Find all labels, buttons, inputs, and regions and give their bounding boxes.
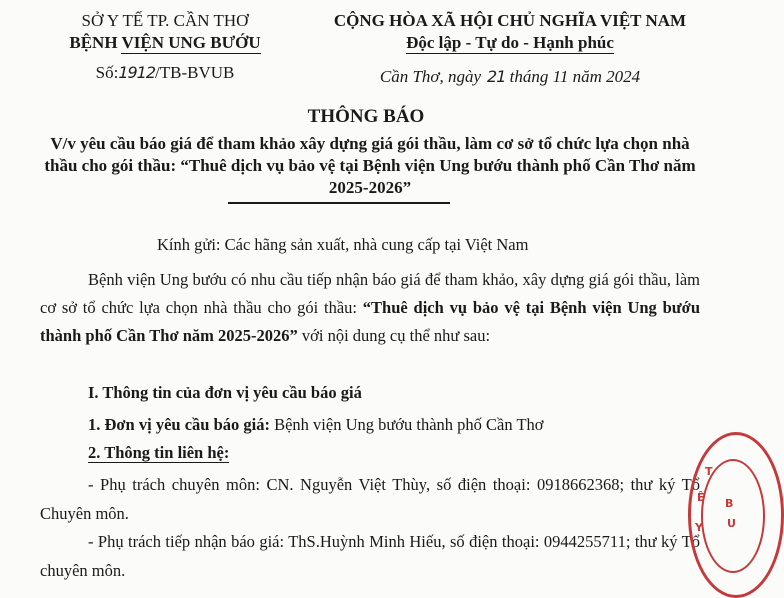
document-number: Số:1912/TB-BVUB bbox=[95, 63, 235, 82]
contact-professional: - Phụ trách chuyên môn: CN. Nguyễn Việt Thùy, số điện thoại: 0918662368; thư ký Tổ Chuyên môn. bbox=[40, 475, 700, 523]
motto: Độc lập - Tự do - Hạnh phúc bbox=[406, 33, 614, 52]
stamp-mark: T bbox=[705, 465, 713, 478]
section-1-title: I. Thông tin của đơn vị yêu cầu báo giá bbox=[88, 383, 362, 402]
national-motto-block bbox=[300, 10, 720, 88]
subject-underline bbox=[228, 202, 450, 204]
stamp-mark: Y bbox=[695, 521, 703, 534]
recipient-line: Kính gửi: Các hãng sản xuất, nhà cung cấp tại Việt Nam bbox=[157, 235, 529, 254]
document-header bbox=[0, 8, 732, 90]
red-seal-stamp bbox=[688, 432, 784, 598]
contact-quotation: - Phụ trách tiếp nhận báo giá: ThS.Huỳnh Minh Hiếu, số điện thoại: 0944255711; thư ký Tổ chuyên môn. bbox=[40, 532, 700, 580]
issuer-hospital: BỆNH VIỆN UNG BƯỚU bbox=[69, 33, 261, 52]
issuer-block bbox=[40, 10, 290, 84]
stamp-mark: U bbox=[727, 517, 736, 530]
handwritten-day: 21 bbox=[487, 67, 506, 86]
section-1-item-1: 1. Đơn vị yêu cầu báo giá: Bệnh viện Ung bướu thành phố Cần Thơ bbox=[88, 415, 544, 434]
country-name: CỘNG HÒA XÃ HỘI CHỦ NGHĨA VIỆT NAM bbox=[333, 11, 687, 30]
issuer-department: SỞ Y TẾ TP. CẦN THƠ bbox=[81, 11, 249, 30]
intro-paragraph: Bệnh viện Ung bướu có nhu cầu tiếp nhận báo giá để tham khảo, xây dựng giá gói thầu, làm cơ sở tổ chức lựa chọn nhà thầu cho gói thầu: “Thuê dịch vụ bảo vệ tại Bệnh viện Ung bướu thành phố Cần Thơ năm 2025-2026” với nội dung cụ thể như sau: bbox=[40, 270, 700, 345]
stamp-mark: Ê bbox=[697, 491, 705, 504]
notice-subject: V/v yêu cầu báo giá để tham khảo xây dựng giá gói thầu, làm cơ sở tổ chức lựa chọn nhà thầu cho gói thầu: “Thuê dịch vụ bảo vệ tại Bệnh viện Ung bướu thành phố Cần Thơ năm 2025-2026” bbox=[44, 134, 696, 197]
notice-title: THÔNG BÁO bbox=[307, 106, 425, 127]
section-1-item-2: 2. Thông tin liên hệ: bbox=[88, 443, 230, 462]
issue-date: Cần Thơ, ngày 21 tháng 11 năm 2024 bbox=[379, 67, 641, 86]
stamp-mark: B bbox=[725, 497, 734, 510]
handwritten-number: 1912 bbox=[118, 63, 156, 82]
